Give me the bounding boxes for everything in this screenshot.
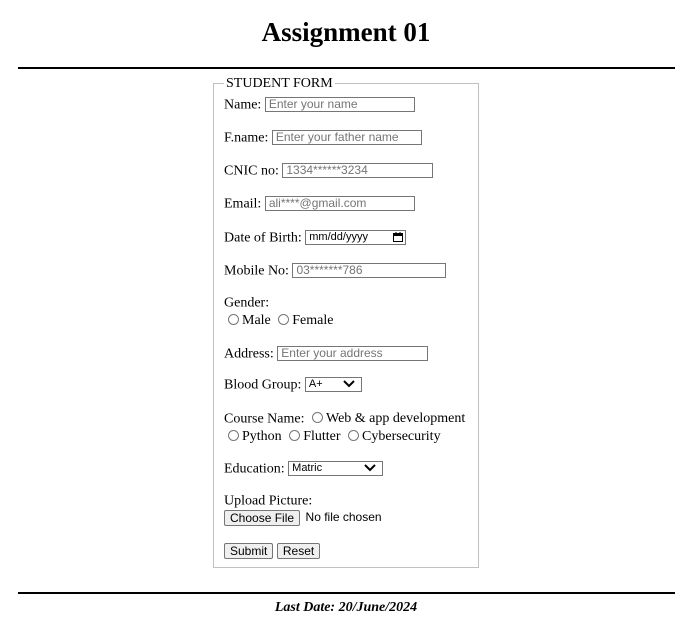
gender-male-label: Male	[242, 313, 271, 328]
cnic-label: CNIC no:	[224, 163, 279, 179]
form-actions	[224, 542, 320, 559]
dob-input[interactable]	[305, 230, 406, 245]
fname-input[interactable]: Enter your father name	[272, 130, 422, 145]
upload-label: Upload Picture:	[224, 493, 313, 509]
top-divider	[18, 67, 675, 69]
calendar-icon[interactable]	[393, 232, 403, 242]
name-input[interactable]: Enter your name	[265, 97, 415, 112]
mobile-row	[224, 262, 446, 279]
address-label: Address:	[224, 346, 274, 362]
address-input[interactable]: Enter your address	[277, 346, 428, 361]
gender-female-label: Female	[292, 313, 334, 328]
name-label: Name:	[224, 97, 262, 113]
gender-label: Gender:	[224, 295, 270, 311]
file-status: No file chosen	[305, 510, 382, 525]
dob-label: Date of Birth:	[224, 230, 302, 246]
address-row	[224, 345, 428, 362]
fname-row	[224, 129, 422, 146]
page-title: Assignment 01	[261, 17, 431, 47]
chevron-down-icon	[364, 464, 376, 472]
course-label: Course Name:	[224, 411, 305, 427]
course-flutter-label: Flutter	[303, 429, 341, 444]
reset-button[interactable]: Reset	[277, 543, 320, 559]
course-web-radio[interactable]	[312, 412, 323, 423]
mobile-input[interactable]: 03*******786	[292, 263, 446, 278]
choose-file-button[interactable]: Choose File	[224, 510, 300, 526]
course-python-radio[interactable]	[228, 430, 239, 441]
dob-row	[224, 229, 406, 246]
email-input[interactable]: ali****@gmail.com	[265, 196, 415, 211]
cnic-input[interactable]: 1334******3234	[282, 163, 433, 178]
form-legend: STUDENT FORM	[226, 76, 333, 91]
dob-value: mm/dd/yyyy	[309, 231, 368, 244]
name-row	[224, 96, 415, 113]
last-date-footer: Last Date: 20/June/2024	[274, 600, 418, 615]
blood-group-label: Blood Group:	[224, 377, 302, 393]
upload-control-row	[224, 509, 382, 526]
student-form-fieldset	[213, 76, 479, 568]
course-row-1	[224, 410, 465, 427]
education-label: Education:	[224, 461, 285, 477]
cnic-row	[224, 162, 433, 179]
course-cybersecurity-radio[interactable]	[348, 430, 359, 441]
course-python-label: Python	[242, 429, 282, 444]
mobile-label: Mobile No:	[224, 263, 289, 279]
course-row-2	[224, 428, 441, 445]
blood-group-select[interactable]	[305, 377, 362, 392]
gender-male-radio[interactable]	[228, 314, 239, 325]
course-cybersecurity-label: Cybersecurity	[362, 429, 441, 444]
education-select[interactable]	[288, 461, 383, 476]
education-row	[224, 460, 383, 477]
submit-button[interactable]: Submit	[224, 543, 273, 559]
email-row	[224, 195, 415, 212]
gender-female-radio[interactable]	[278, 314, 289, 325]
gender-options	[224, 312, 333, 329]
education-value: Matric	[292, 462, 323, 475]
bottom-divider	[18, 592, 675, 594]
blood-group-row	[224, 376, 362, 393]
gender-label-row	[224, 294, 269, 311]
blood-group-value: A+	[308, 378, 323, 391]
chevron-down-icon	[343, 380, 355, 388]
fname-label: F.name:	[224, 130, 269, 146]
course-flutter-radio[interactable]	[289, 430, 300, 441]
upload-label-row	[224, 492, 312, 509]
email-label: Email:	[224, 196, 262, 212]
course-web-label: Web & app development	[325, 411, 466, 426]
